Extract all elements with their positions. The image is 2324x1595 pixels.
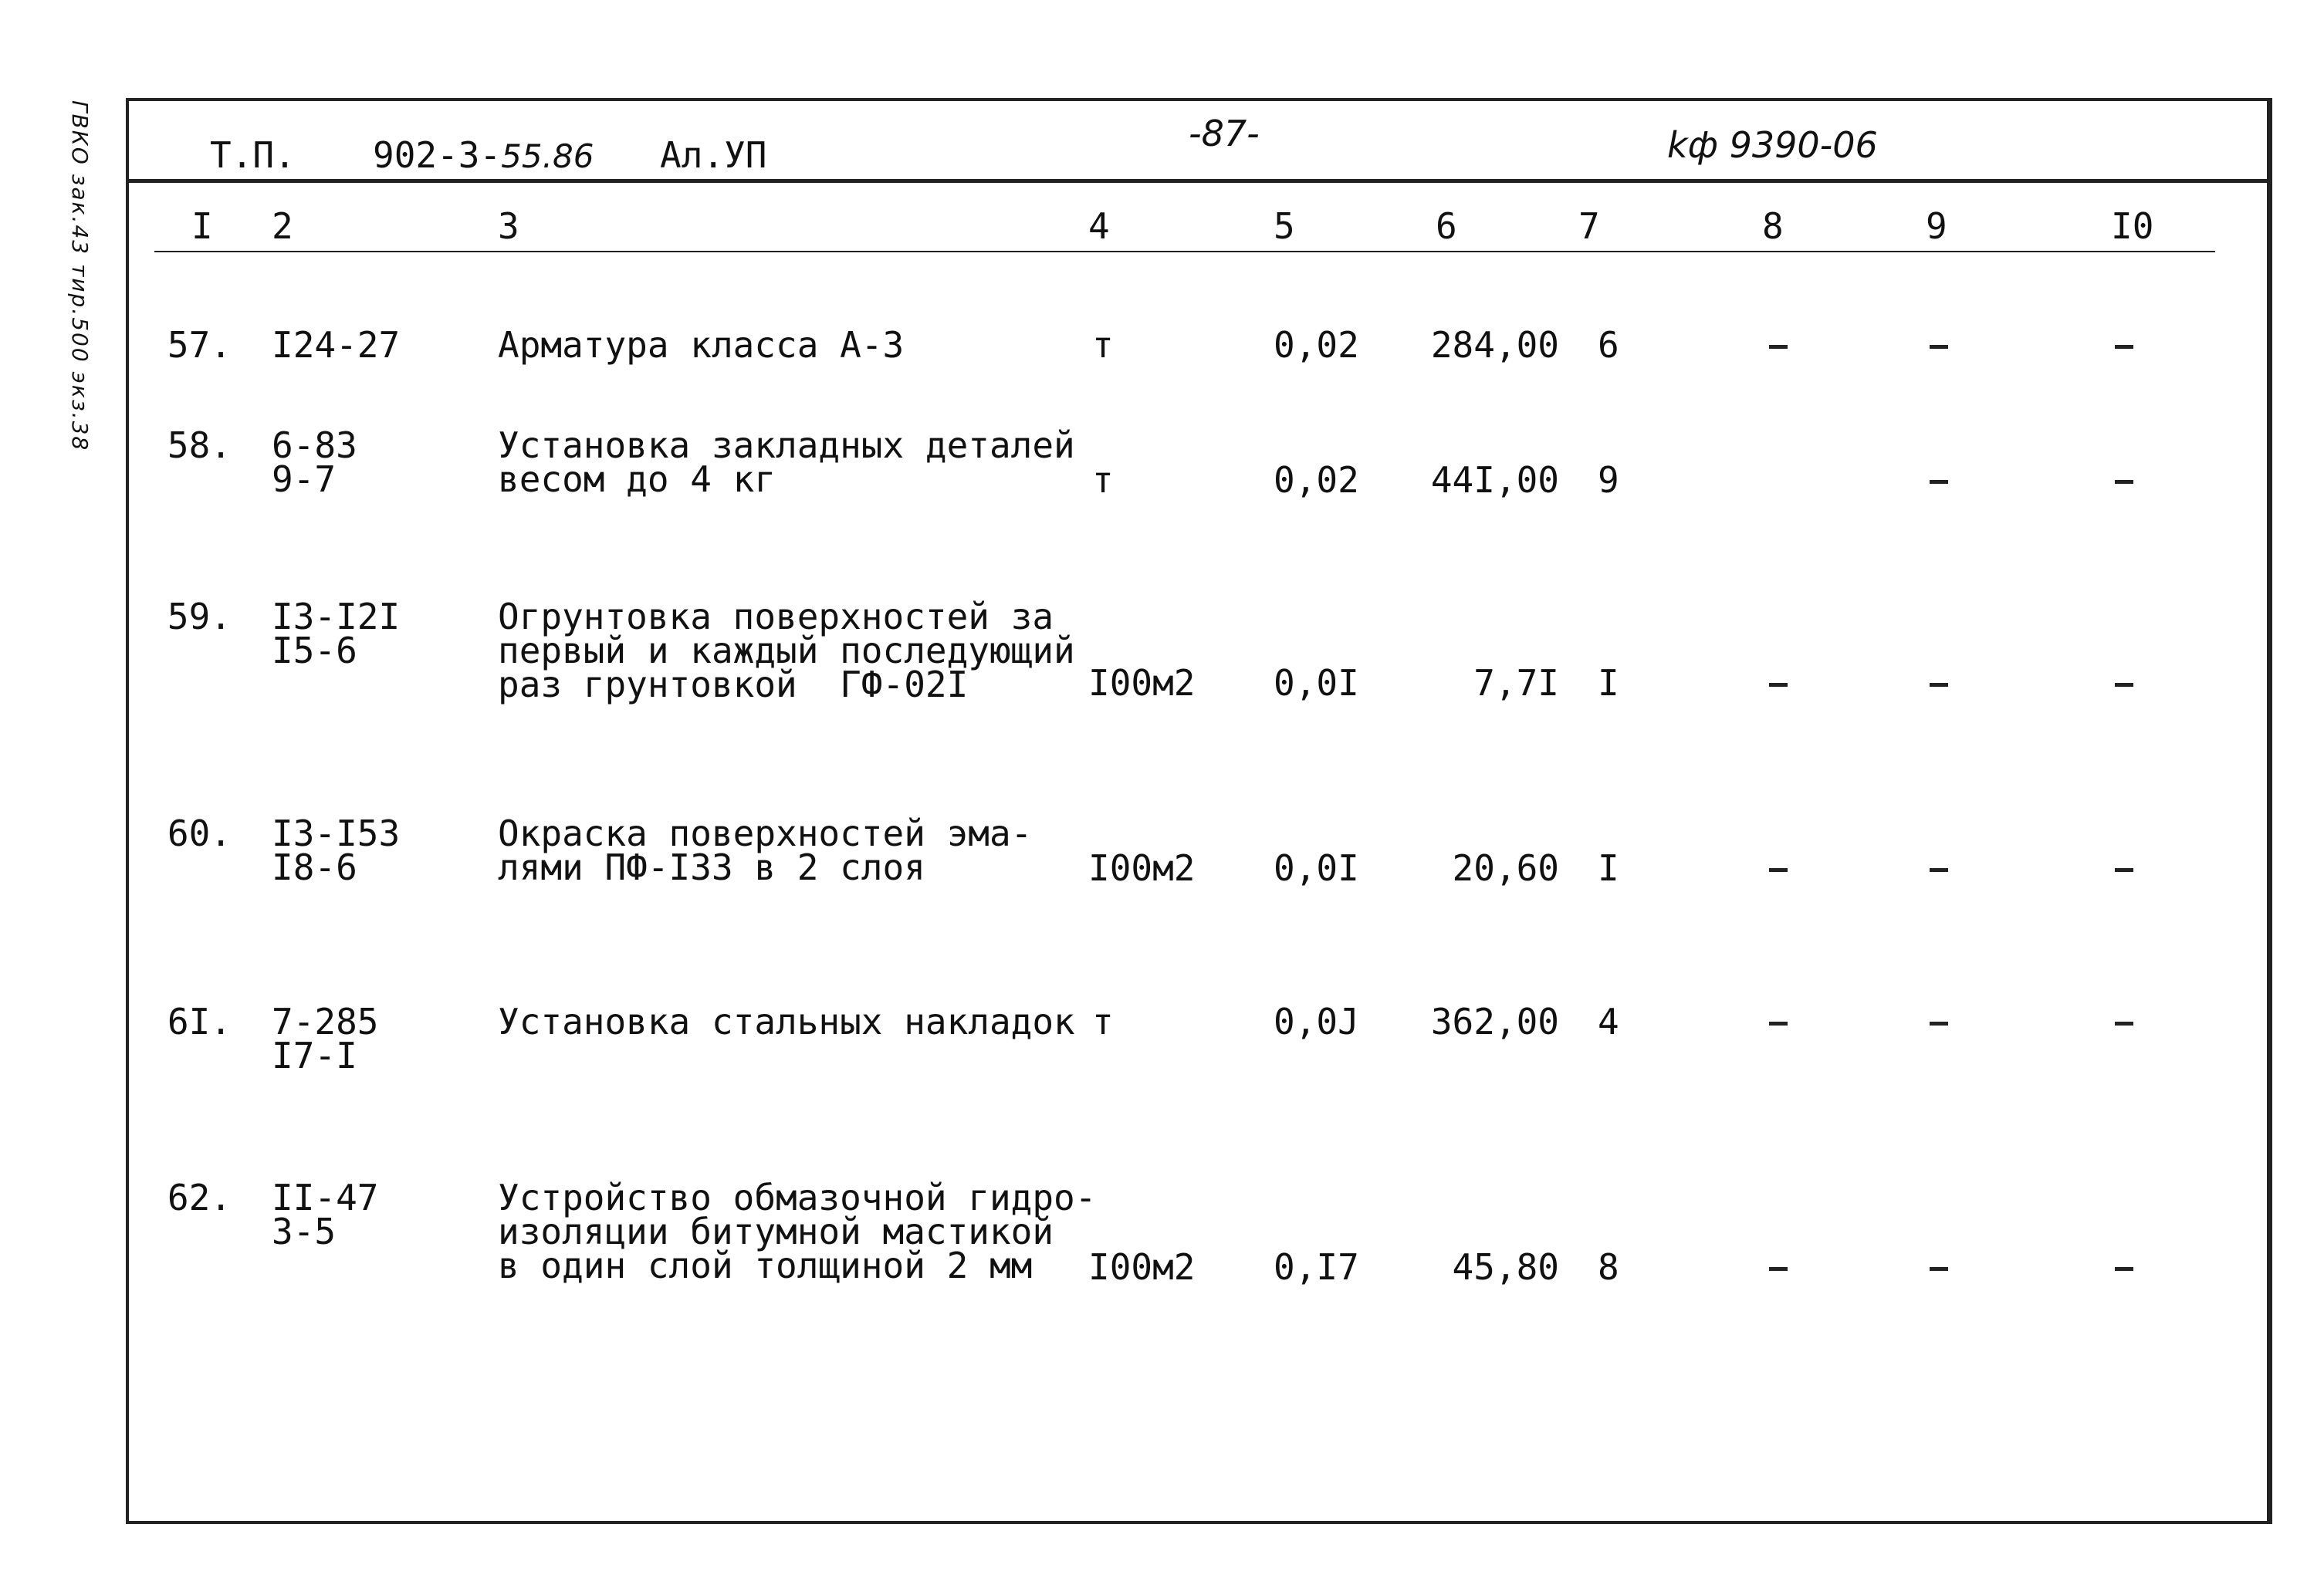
row-col7: 4	[1598, 1001, 1619, 1042]
row-code-line: 3-5	[272, 1211, 337, 1252]
row-number: 58.	[167, 424, 232, 466]
row-col9-dash	[1930, 1022, 1948, 1026]
row-col8-dash	[1769, 1267, 1788, 1271]
row-unit: I00м2	[1088, 1246, 1196, 1288]
row-description-line: изоляции битумной мастикой	[498, 1211, 1054, 1252]
row-col10-dash	[2115, 868, 2133, 872]
row-code-line: I7-I	[272, 1035, 357, 1076]
row-price: 45,80	[1452, 1246, 1559, 1288]
archive-stamp: kф 9390-06	[1667, 124, 1878, 166]
row-unit: т	[1092, 1001, 1114, 1042]
row-price: 362,00	[1430, 1001, 1559, 1042]
column-number-5: 5	[1274, 205, 1295, 247]
row-price: 284,00	[1430, 324, 1559, 366]
row-quantity: 0,0I	[1274, 847, 1359, 889]
row-quantity: 0,02	[1274, 459, 1359, 501]
row-description-line: Устройство обмазочной гидро-	[498, 1177, 1097, 1218]
row-unit: т	[1092, 459, 1114, 501]
row-code-line: I24-27	[272, 324, 401, 366]
column-number-10: I0	[2111, 205, 2154, 247]
row-col8-dash	[1769, 345, 1788, 349]
row-description-line: в один слой толщиной 2 мм	[498, 1245, 1033, 1286]
row-number: 62.	[167, 1177, 232, 1218]
row-description-line: лями ПФ-I33 в 2 слоя	[498, 846, 925, 888]
row-unit: I00м2	[1088, 847, 1196, 889]
row-quantity: 0,0J	[1274, 1001, 1359, 1042]
row-col7: 9	[1598, 459, 1619, 501]
tp-label: Т.П.	[210, 134, 296, 176]
column-number-2: 2	[272, 205, 293, 247]
row-unit: т	[1092, 324, 1114, 366]
row-price: 20,60	[1452, 847, 1559, 889]
row-col7: I	[1598, 662, 1619, 704]
row-description-line: раз грунтовкой ГФ-02I	[498, 664, 969, 705]
row-number: 6I.	[167, 1001, 232, 1042]
row-price: 44I,00	[1430, 459, 1559, 501]
row-col9-dash	[1930, 683, 1948, 687]
row-col7: 6	[1598, 324, 1619, 366]
side-archive-note: ГВКО зак.43 тир.500 экз.38	[67, 100, 93, 452]
row-col10-dash	[2115, 1267, 2133, 1271]
column-number-3: 3	[498, 205, 519, 247]
row-code-line: I5-6	[272, 630, 357, 671]
row-description-line: весом до 4 кг	[498, 458, 776, 500]
column-number-1: I	[191, 205, 213, 247]
column-number-9: 9	[1926, 205, 1947, 247]
row-col10-dash	[2115, 345, 2133, 349]
row-code-line: 7-285	[272, 1001, 379, 1042]
row-col10-dash	[2115, 1022, 2133, 1026]
row-col8-dash	[1769, 683, 1788, 687]
row-number: 59.	[167, 596, 232, 637]
column-number-7: 7	[1578, 205, 1600, 247]
row-code-line: II-47	[272, 1177, 379, 1218]
row-description-line: первый и каждый последующий	[498, 630, 1075, 671]
row-unit: I00м2	[1088, 662, 1196, 704]
column-header-underline	[154, 251, 2215, 252]
header-divider	[126, 179, 2269, 183]
row-number: 60.	[167, 813, 232, 854]
row-col10-dash	[2115, 480, 2133, 484]
album-label: Ал.УП	[660, 134, 767, 176]
document-frame	[126, 98, 2272, 1524]
row-quantity: 0,02	[1274, 324, 1359, 366]
project-number-handwritten: 55.86	[501, 137, 594, 175]
row-code-line: 6-83	[272, 424, 357, 466]
row-code-line: I8-6	[272, 846, 357, 888]
row-price: 7,7I	[1473, 662, 1559, 704]
row-quantity: 0,I7	[1274, 1246, 1359, 1288]
column-number-4: 4	[1088, 205, 1110, 247]
row-col8-dash	[1769, 1022, 1788, 1026]
row-col9-dash	[1930, 480, 1948, 484]
row-description-line: Арматура класса А-3	[498, 324, 905, 366]
row-col9-dash	[1930, 345, 1948, 349]
row-quantity: 0,0I	[1274, 662, 1359, 704]
row-col9-dash	[1930, 1267, 1948, 1271]
row-description-line: Установка стальных накладок	[498, 1001, 1075, 1042]
page-number: -87-	[1189, 113, 1260, 154]
row-code-line: 9-7	[272, 458, 337, 500]
row-code-line: I3-I2I	[272, 596, 401, 637]
row-description-line: Установка закладных деталей	[498, 424, 1075, 466]
row-col9-dash	[1930, 868, 1948, 872]
row-col10-dash	[2115, 683, 2133, 687]
project-number	[373, 134, 594, 176]
row-description-line: Огрунтовка поверхностей за	[498, 596, 1054, 637]
row-code-line: I3-I53	[272, 813, 401, 854]
column-number-8: 8	[1762, 205, 1784, 247]
column-number-6: 6	[1436, 205, 1457, 247]
row-col7: 8	[1598, 1246, 1619, 1288]
row-number: 57.	[167, 324, 232, 366]
row-col8-dash	[1769, 868, 1788, 872]
row-description-line: Окраска поверхностей эма-	[498, 813, 1033, 854]
project-number-printed: 902-3-	[373, 134, 502, 176]
row-col7: I	[1598, 847, 1619, 889]
